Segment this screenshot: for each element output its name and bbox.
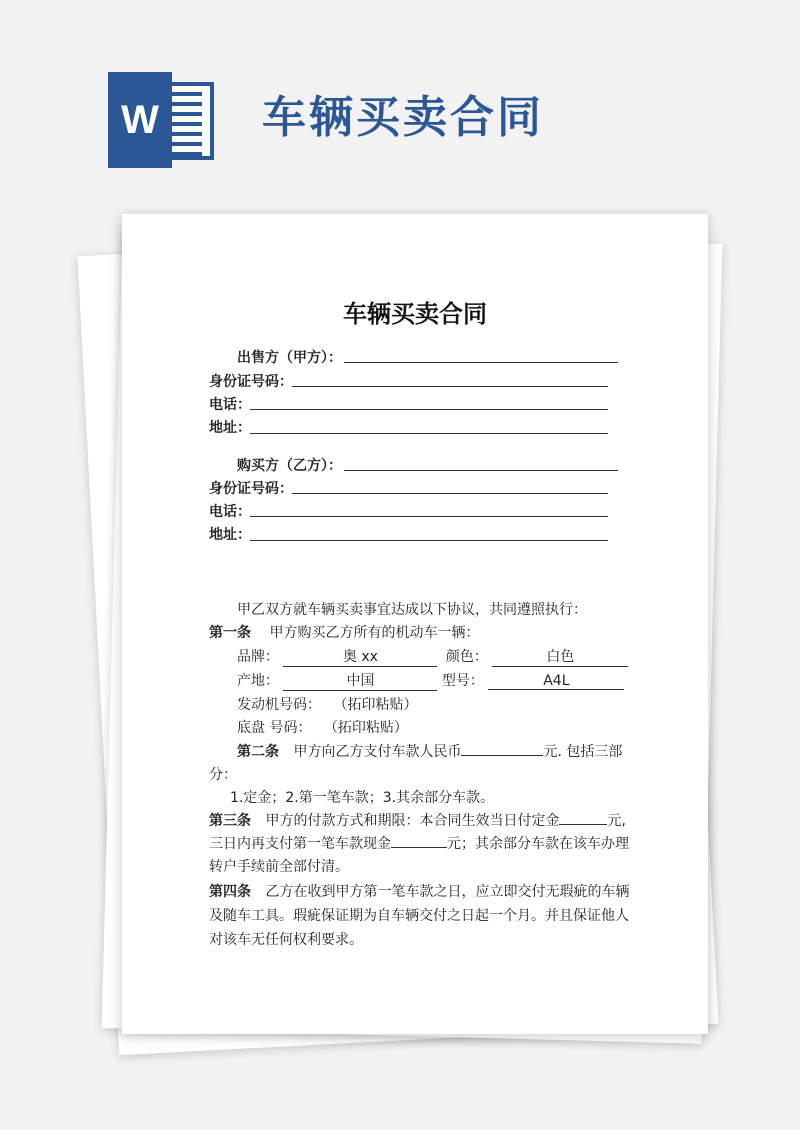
document-title: 车辆买卖合同 xyxy=(343,300,487,328)
seller-address-label: 地址： xyxy=(209,420,251,436)
color-label: 颜色： xyxy=(445,649,488,665)
seller-party-label: 出售方（甲方）： xyxy=(237,350,342,366)
word-letter-icon: W xyxy=(108,72,172,168)
seller-phone-label: 电话： xyxy=(209,397,251,413)
origin-value: 中国 xyxy=(283,670,437,691)
origin-label: 产地： xyxy=(237,673,279,689)
seller-phone-field[interactable] xyxy=(250,409,608,410)
page-title: 车辆买卖合同 xyxy=(262,92,544,143)
clause-4-text-c: 对该车无任何权利要求。 xyxy=(209,932,363,948)
clause-2-heading: 第二条 xyxy=(237,744,279,760)
clause-1-text: 甲方购买乙方所有的机动车一辆： xyxy=(269,625,480,641)
clause-2-text-a: 甲方向乙方支付车款人民币 xyxy=(293,744,462,760)
clause-1 xyxy=(209,622,479,642)
buyer-id-field[interactable] xyxy=(292,493,608,494)
chassis-row xyxy=(237,717,408,737)
color-value: 白色 xyxy=(492,646,628,667)
clause-4-heading: 第四条 xyxy=(209,884,251,900)
seller-id-label: 身份证号码： xyxy=(209,374,293,390)
brand-value: 奥 xx xyxy=(283,646,437,667)
origin-row xyxy=(237,670,624,691)
seller-id-field[interactable] xyxy=(292,386,608,387)
chassis-value: （拓印粘贴） xyxy=(323,720,408,736)
brand-label: 品牌： xyxy=(237,649,279,665)
clause-3-text-b: 元, xyxy=(607,813,626,829)
clause-4-line-1 xyxy=(209,881,629,901)
clause-3-text-a: 甲方的付款方式和期限：本合同生效当日付定金 xyxy=(265,813,560,829)
buyer-address-label: 地址： xyxy=(209,527,251,543)
first-payment-blank[interactable] xyxy=(391,847,447,848)
model-value: A4L xyxy=(488,673,624,690)
word-app-icon xyxy=(108,72,218,168)
deposit-blank[interactable] xyxy=(559,824,607,825)
clause-2-items: 1.定金；2.第一笔车款；3.其余部分车款。 xyxy=(230,790,495,806)
clause-3-line-1 xyxy=(209,810,626,830)
clause-2-text-c: 分： xyxy=(209,767,237,783)
engine-row xyxy=(237,694,417,714)
buyer-address-field[interactable] xyxy=(250,540,608,541)
buyer-id-label: 身份证号码： xyxy=(209,481,293,497)
seller-party-field[interactable] xyxy=(344,362,618,363)
clause-3-text-e: 转户手续前全部付清。 xyxy=(209,859,349,875)
brand-row xyxy=(237,646,628,667)
model-label: 型号： xyxy=(441,673,484,689)
clause-1-heading: 第一条 xyxy=(209,625,251,641)
chassis-label: 底盘 号码： xyxy=(237,720,312,736)
document-page xyxy=(122,214,708,1034)
buyer-party-field[interactable] xyxy=(344,470,618,471)
buyer-phone-field[interactable] xyxy=(250,516,608,517)
clause-3-heading: 第三条 xyxy=(209,813,251,829)
clause-3-line-2 xyxy=(209,833,629,853)
clause-2 xyxy=(237,741,622,761)
clause-3-text-c: 三日内再支付第一笔车款现金 xyxy=(209,836,391,852)
engine-label: 发动机号码： xyxy=(237,697,321,713)
seller-address-field[interactable] xyxy=(250,433,608,434)
buyer-party-label: 购买方（乙方）： xyxy=(237,458,342,474)
clause-4-text-a: 乙方在收到甲方第一笔车款之日，应立即交付无瑕疵的车辆 xyxy=(265,884,630,900)
clause-4-text-b: 及随车工具。瑕疵保证期为自车辆交付之日起一个月。并且保证他人 xyxy=(209,908,629,924)
clause-2-text-b: 元. 包括三部 xyxy=(543,744,623,760)
buyer-phone-label: 电话： xyxy=(209,504,251,520)
clause-3-text-d: 元；其余部分车款在该车办理 xyxy=(447,836,629,852)
engine-value: （拓印粘贴） xyxy=(333,697,418,713)
intro-paragraph: 甲乙双方就车辆买卖事宜达成以下协议，共同遵照执行： xyxy=(237,602,587,618)
price-blank[interactable] xyxy=(461,755,543,756)
